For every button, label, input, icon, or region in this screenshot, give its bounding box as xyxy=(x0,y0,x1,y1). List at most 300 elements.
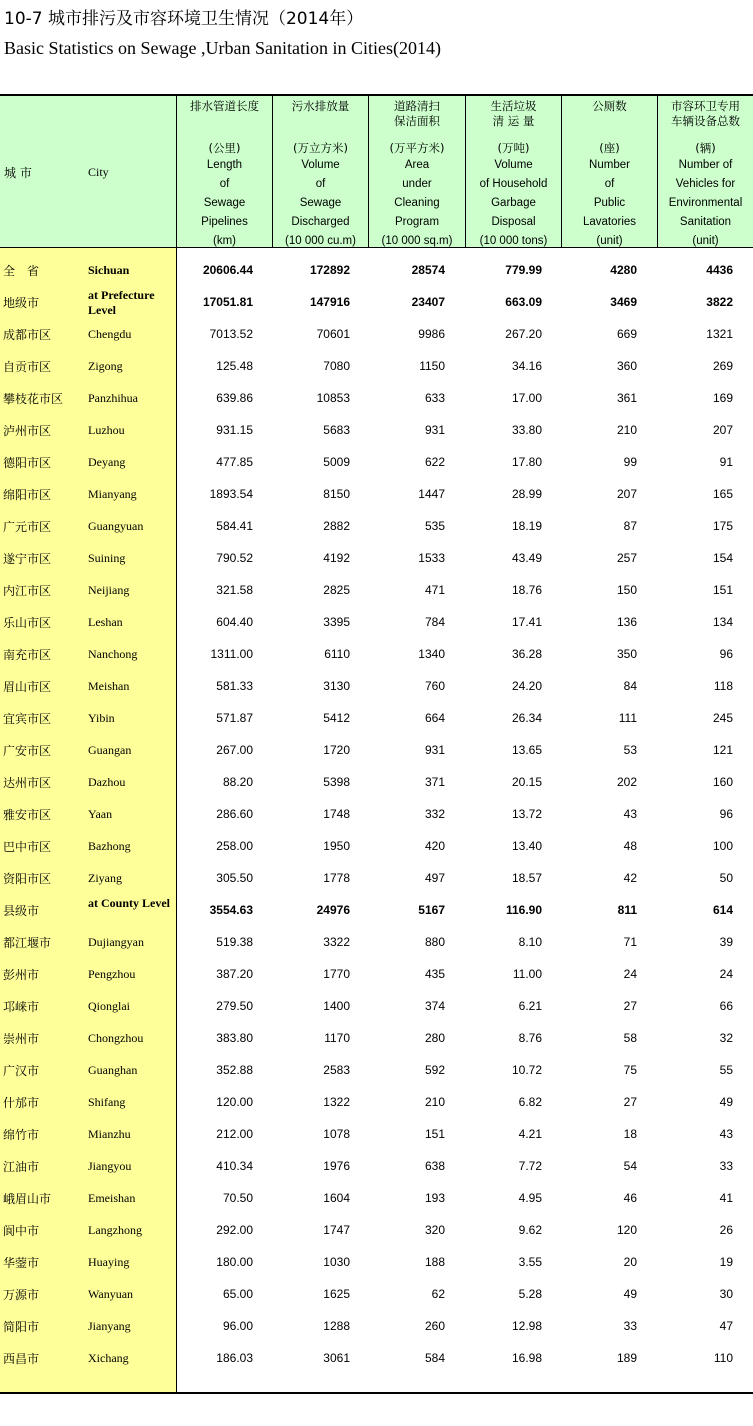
row-value-col-6: 154 xyxy=(712,551,733,565)
row-value-col-2: 2583 xyxy=(323,1063,350,1077)
table-row xyxy=(0,1214,753,1246)
row-value-col-2: 5683 xyxy=(323,423,350,437)
row-value-col-2: 1770 xyxy=(323,967,350,981)
row-city-cn: 峨眉山市 xyxy=(3,1192,52,1206)
header-text: (unit) xyxy=(692,235,719,247)
row-value-col-5: 33 xyxy=(623,1319,637,1333)
row-city-en: Leshan xyxy=(88,615,123,629)
row-value-col-4: 663.09 xyxy=(505,295,542,309)
row-city-en: Guanghan xyxy=(88,1063,138,1077)
header-text: of xyxy=(315,178,326,190)
row-value-col-5: 3469 xyxy=(610,295,637,309)
row-city-cn: 宜宾市区 xyxy=(3,712,52,726)
row-value-col-3: 320 xyxy=(424,1223,445,1237)
row-city-en: Xichang xyxy=(88,1351,129,1365)
table-row xyxy=(0,958,753,990)
table-row xyxy=(0,510,753,542)
row-city-en: Langzhong xyxy=(88,1223,142,1237)
row-city-cn: 泸州市区 xyxy=(3,424,52,438)
row-city-cn: 地级市 xyxy=(3,296,40,310)
row-value-col-3: 471 xyxy=(424,583,445,597)
row-value-col-5: 53 xyxy=(623,743,637,757)
row-city-cn: 县级市 xyxy=(3,904,40,918)
row-value-col-6: 4436 xyxy=(706,263,733,277)
table-row xyxy=(0,286,753,318)
row-value-col-2: 1747 xyxy=(323,1223,350,1237)
header-text: (万吨) xyxy=(497,141,530,155)
row-value-col-2: 70601 xyxy=(316,327,350,341)
row-city-en: Sichuan xyxy=(88,263,130,277)
header-text: 生活垃圾 xyxy=(490,99,537,113)
row-value-col-6: 55 xyxy=(719,1063,733,1077)
row-value-col-3: 280 xyxy=(424,1031,445,1045)
row-value-col-6: 1321 xyxy=(706,327,733,341)
row-value-col-5: 43 xyxy=(623,807,637,821)
row-value-col-6: 50 xyxy=(719,871,733,885)
row-value-col-4: 8.76 xyxy=(518,1031,542,1045)
row-value-col-5: 49 xyxy=(623,1287,637,1301)
row-value-col-5: 27 xyxy=(623,999,637,1013)
row-value-col-2: 3061 xyxy=(323,1351,350,1365)
row-value-col-1: 1311.00 xyxy=(210,647,253,661)
header-text: (km) xyxy=(213,235,236,247)
row-value-col-3: 497 xyxy=(424,871,445,885)
row-value-col-2: 3130 xyxy=(323,679,350,693)
row-city-cn: 广安市区 xyxy=(3,744,52,758)
header-text: (10 000 sq.m) xyxy=(381,235,453,247)
header-text: Sewage xyxy=(299,197,342,209)
row-value-col-4: 13.40 xyxy=(511,839,542,853)
header-column-4 xyxy=(465,96,561,248)
table-row xyxy=(0,734,753,766)
row-city-en: Ziyang xyxy=(88,871,122,885)
row-value-col-1: 65.00 xyxy=(222,1287,253,1301)
row-city-cn: 广汉市 xyxy=(3,1064,40,1078)
row-value-col-6: 269 xyxy=(712,359,733,373)
row-value-col-5: 27 xyxy=(623,1095,637,1109)
header-text: Area xyxy=(404,159,430,171)
row-city-cn: 雅安市区 xyxy=(3,808,52,822)
row-value-col-3: 62 xyxy=(431,1287,445,1301)
row-value-col-4: 4.21 xyxy=(518,1127,542,1141)
row-value-col-5: 84 xyxy=(623,679,637,693)
row-value-col-5: 99 xyxy=(623,455,637,469)
header-text: under xyxy=(402,178,432,190)
row-value-col-4: 3.55 xyxy=(518,1255,542,1269)
row-value-col-6: 47 xyxy=(719,1319,733,1333)
row-city-cn: 华蓥市 xyxy=(3,1256,40,1270)
row-value-col-1: 286.60 xyxy=(216,807,253,821)
table-row xyxy=(0,318,753,350)
row-value-col-2: 3395 xyxy=(323,615,350,629)
row-city-cn: 阆中市 xyxy=(3,1224,40,1238)
row-city-en: Guangyuan xyxy=(88,519,144,533)
row-value-col-2: 1778 xyxy=(323,871,350,885)
header-text: Lavatories xyxy=(582,216,637,228)
table-bottom-rule xyxy=(0,1392,753,1394)
row-value-col-5: 87 xyxy=(623,519,637,533)
row-city-cn: 全 省 xyxy=(3,264,40,278)
row-city-en: Guangan xyxy=(88,743,132,757)
row-value-col-1: 88.20 xyxy=(222,775,253,789)
row-city-en: Pengzhou xyxy=(88,967,136,981)
header-text: Length xyxy=(206,159,243,171)
header-column-6 xyxy=(657,96,753,248)
row-city-cn: 邛崃市 xyxy=(3,1000,40,1014)
row-value-col-3: 880 xyxy=(424,935,445,949)
header-text: Pipelines xyxy=(201,216,248,228)
row-value-col-3: 638 xyxy=(424,1159,445,1173)
table-row xyxy=(0,574,753,606)
row-value-col-5: 361 xyxy=(616,391,637,405)
header-text: Cleaning xyxy=(394,197,440,209)
table-row xyxy=(0,1086,753,1118)
row-value-col-6: 96 xyxy=(719,647,733,661)
row-value-col-4: 11.00 xyxy=(512,967,542,981)
row-value-col-4: 28.99 xyxy=(511,487,542,501)
row-value-col-4: 43.49 xyxy=(511,551,542,565)
row-value-col-1: 584.41 xyxy=(216,519,253,533)
row-value-col-3: 1447 xyxy=(418,487,445,501)
row-value-col-2: 1078 xyxy=(323,1127,350,1141)
row-value-col-1: 604.40 xyxy=(216,615,253,629)
table-row xyxy=(0,446,753,478)
row-value-col-3: 23407 xyxy=(411,295,445,309)
row-value-col-2: 1170 xyxy=(324,1031,350,1045)
table-row xyxy=(0,1054,753,1086)
row-city-en: Jianyang xyxy=(88,1319,131,1333)
row-city-cn: 资阳市区 xyxy=(3,872,52,886)
row-value-col-4: 24.20 xyxy=(511,679,542,693)
row-city-cn: 攀枝花市区 xyxy=(3,392,64,406)
row-city-en: Dazhou xyxy=(88,775,126,789)
row-value-col-5: 669 xyxy=(616,327,637,341)
row-value-col-6: 118 xyxy=(713,679,733,693)
row-city-cn: 简阳市 xyxy=(3,1320,40,1334)
row-value-col-5: 24 xyxy=(623,967,637,981)
row-value-col-3: 260 xyxy=(424,1319,445,1333)
row-city-en: Wanyuan xyxy=(88,1287,134,1301)
header-text: 保洁面积 xyxy=(394,114,440,128)
row-value-col-4: 267.20 xyxy=(505,327,542,341)
row-value-col-4: 9.62 xyxy=(518,1223,542,1237)
row-value-col-6: 32 xyxy=(719,1031,733,1045)
row-value-col-3: 28574 xyxy=(411,263,445,277)
row-value-col-5: 75 xyxy=(623,1063,637,1077)
row-value-col-4: 13.65 xyxy=(511,743,542,757)
row-value-col-3: 420 xyxy=(424,839,445,853)
row-value-col-2: 1625 xyxy=(323,1287,350,1301)
row-value-col-1: 17051.81 xyxy=(202,295,253,309)
row-city-cn: 崇州市 xyxy=(3,1032,40,1046)
header-text: 清 运 量 xyxy=(492,114,535,128)
row-value-col-5: 58 xyxy=(623,1031,637,1045)
row-value-col-4: 4.95 xyxy=(518,1191,542,1205)
row-city-en: Panzhihua xyxy=(88,391,138,405)
row-value-col-3: 633 xyxy=(424,391,445,405)
row-value-col-2: 2825 xyxy=(323,583,350,597)
row-city-cn: 德阳市区 xyxy=(3,456,52,470)
row-value-col-6: 160 xyxy=(712,775,733,789)
row-value-col-3: 1340 xyxy=(418,647,445,661)
header-text: Garbage xyxy=(491,197,536,209)
row-city-cn: 彭州市 xyxy=(3,968,40,982)
row-value-col-2: 172892 xyxy=(309,263,350,277)
table-row xyxy=(0,1022,753,1054)
row-city-cn: 成都市区 xyxy=(3,328,52,342)
row-city-en: Deyang xyxy=(88,455,126,469)
row-city-cn: 江油市 xyxy=(3,1160,40,1174)
row-city-en: Dujiangyan xyxy=(88,935,144,949)
row-city-en: Nanchong xyxy=(88,647,138,661)
row-value-col-3: 584 xyxy=(424,1351,445,1365)
row-value-col-4: 17.41 xyxy=(511,615,542,629)
row-value-col-5: 46 xyxy=(623,1191,637,1205)
header-text: (公里) xyxy=(208,141,241,155)
row-value-col-5: 207 xyxy=(616,487,637,501)
row-value-col-2: 5009 xyxy=(323,455,350,469)
row-city-en: Suining xyxy=(88,551,126,565)
header-text: (万平方米) xyxy=(389,141,445,155)
header-text: (辆) xyxy=(695,141,716,155)
row-value-col-2: 1604 xyxy=(323,1191,350,1205)
table-row xyxy=(0,894,753,926)
row-value-col-3: 9986 xyxy=(418,327,445,341)
row-value-col-4: 17.00 xyxy=(511,391,542,405)
row-value-col-1: 279.50 xyxy=(216,999,253,1013)
row-value-col-3: 435 xyxy=(424,967,445,981)
row-city-en: Zigong xyxy=(88,359,123,373)
table-row xyxy=(0,862,753,894)
row-value-col-2: 8150 xyxy=(323,487,350,501)
row-city-en: Mianzhu xyxy=(88,1127,131,1141)
row-value-col-1: 212.00 xyxy=(216,1127,253,1141)
table-row xyxy=(0,830,753,862)
title-chinese: 10-7 城市排污及市容环境卫生情况（2014年） xyxy=(4,9,364,29)
row-value-col-3: 188 xyxy=(424,1255,445,1269)
row-value-col-5: 111 xyxy=(618,711,637,725)
row-value-col-6: 96 xyxy=(719,807,733,821)
row-value-col-2: 10853 xyxy=(316,391,350,405)
header-text: Public xyxy=(593,197,626,209)
row-value-col-1: 125.48 xyxy=(216,359,253,373)
row-value-col-2: 4192 xyxy=(323,551,350,565)
row-value-col-1: 186.03 xyxy=(216,1351,253,1365)
row-value-col-3: 371 xyxy=(424,775,445,789)
header-text: (unit) xyxy=(596,235,623,247)
row-value-col-1: 410.34 xyxy=(216,1159,253,1173)
row-value-col-6: 43 xyxy=(719,1127,733,1141)
row-value-col-1: 7013.52 xyxy=(209,327,253,341)
row-value-col-1: 790.52 xyxy=(216,551,253,565)
row-value-col-6: 151 xyxy=(712,583,733,597)
row-city-cn: 西昌市 xyxy=(3,1352,40,1366)
row-city-en: Bazhong xyxy=(88,839,131,853)
row-value-col-6: 49 xyxy=(719,1095,733,1109)
row-value-col-1: 267.00 xyxy=(216,743,253,757)
header-text: of xyxy=(219,178,230,190)
table-row xyxy=(0,478,753,510)
row-value-col-2: 147916 xyxy=(309,295,350,309)
header-text: (10 000 tons) xyxy=(479,235,548,247)
row-value-col-3: 1533 xyxy=(418,551,445,565)
row-value-col-5: 350 xyxy=(616,647,637,661)
row-value-col-6: 614 xyxy=(712,903,733,917)
header-text: Program xyxy=(394,216,440,228)
row-value-col-6: 121 xyxy=(712,743,733,757)
row-value-col-5: 48 xyxy=(623,839,637,853)
table-row xyxy=(0,1310,753,1342)
row-value-col-3: 622 xyxy=(424,455,445,469)
row-city-en: Mianyang xyxy=(88,487,137,501)
row-value-col-4: 18.57 xyxy=(511,871,542,885)
row-city-en: Qionglai xyxy=(88,999,130,1013)
row-value-col-4: 779.99 xyxy=(505,263,542,277)
row-city-en: at Prefecture Level xyxy=(88,288,155,317)
row-value-col-2: 1976 xyxy=(323,1159,350,1173)
row-value-col-1: 519.38 xyxy=(216,935,253,949)
row-value-col-6: 3822 xyxy=(706,295,733,309)
row-value-col-1: 383.80 xyxy=(216,1031,253,1045)
row-value-col-1: 120.00 xyxy=(216,1095,253,1109)
row-value-col-2: 24976 xyxy=(316,903,350,917)
table-row xyxy=(0,990,753,1022)
row-value-col-3: 193 xyxy=(424,1191,445,1205)
row-value-col-1: 387.20 xyxy=(216,967,253,981)
row-value-col-4: 116.90 xyxy=(505,903,542,917)
row-value-col-2: 1030 xyxy=(323,1255,350,1269)
table-row xyxy=(0,1150,753,1182)
row-value-col-1: 352.88 xyxy=(216,1063,253,1077)
header-text: 污水排放量 xyxy=(291,99,350,113)
row-city-en: Neijiang xyxy=(88,583,130,597)
row-value-col-2: 1400 xyxy=(323,999,350,1013)
row-value-col-5: 136 xyxy=(616,615,637,629)
row-value-col-3: 5167 xyxy=(418,903,445,917)
row-value-col-5: 4280 xyxy=(610,263,637,277)
header-city-en: City xyxy=(88,165,109,179)
row-value-col-4: 12.98 xyxy=(511,1319,542,1333)
row-value-col-4: 18.19 xyxy=(511,519,542,533)
row-value-col-2: 1950 xyxy=(323,839,350,853)
row-value-col-3: 332 xyxy=(424,807,445,821)
header-text: Sewage xyxy=(203,197,246,209)
row-value-col-1: 639.86 xyxy=(216,391,253,405)
row-value-col-6: 245 xyxy=(712,711,733,725)
row-value-col-4: 16.98 xyxy=(511,1351,542,1365)
row-value-col-1: 321.58 xyxy=(216,583,253,597)
row-city-cn: 南充市区 xyxy=(3,648,52,662)
row-value-col-3: 151 xyxy=(424,1127,445,1141)
header-column-1 xyxy=(176,96,272,248)
row-value-col-5: 811 xyxy=(617,903,637,917)
row-city-en: Meishan xyxy=(88,679,130,693)
row-city-cn: 广元市区 xyxy=(3,520,52,534)
row-value-col-6: 91 xyxy=(719,455,733,469)
row-value-col-2: 1748 xyxy=(323,807,350,821)
row-value-col-5: 189 xyxy=(616,1351,637,1365)
header-text: 排水管道长度 xyxy=(190,99,259,113)
header-text: of xyxy=(604,178,615,190)
row-value-col-5: 202 xyxy=(616,775,637,789)
header-text: Discharged xyxy=(291,216,350,228)
row-value-col-1: 571.87 xyxy=(216,711,253,725)
row-city-en: Emeishan xyxy=(88,1191,136,1205)
row-value-col-3: 664 xyxy=(424,711,445,725)
table-row xyxy=(0,798,753,830)
row-value-col-6: 169 xyxy=(712,391,733,405)
row-value-col-5: 20 xyxy=(623,1255,637,1269)
row-value-col-4: 8.10 xyxy=(518,935,542,949)
row-value-col-1: 1893.54 xyxy=(209,487,253,501)
row-value-col-6: 110 xyxy=(713,1351,733,1365)
table-row xyxy=(0,414,753,446)
row-value-col-4: 26.34 xyxy=(511,711,542,725)
row-value-col-6: 100 xyxy=(712,839,733,853)
row-value-col-6: 30 xyxy=(719,1287,733,1301)
row-value-col-3: 374 xyxy=(424,999,445,1013)
row-value-col-2: 2882 xyxy=(323,519,350,533)
row-value-col-6: 165 xyxy=(712,487,733,501)
row-value-col-4: 7.72 xyxy=(518,1159,542,1173)
table-row xyxy=(0,1246,753,1278)
row-value-col-6: 66 xyxy=(719,999,733,1013)
row-value-col-4: 6.21 xyxy=(518,999,542,1013)
row-value-col-2: 1288 xyxy=(323,1319,350,1333)
row-city-cn: 什邡市 xyxy=(3,1096,40,1110)
row-city-cn: 绵阳市区 xyxy=(3,488,52,502)
row-value-col-2: 1720 xyxy=(323,743,350,757)
row-value-col-4: 5.28 xyxy=(518,1287,542,1301)
row-city-cn: 绵竹市 xyxy=(3,1128,40,1142)
header-text: (座) xyxy=(599,141,620,155)
table-row xyxy=(0,1182,753,1214)
header-text: (万立方米) xyxy=(293,141,348,155)
row-value-col-4: 6.82 xyxy=(518,1095,542,1109)
header-text: 公厕数 xyxy=(592,99,627,113)
row-value-col-1: 477.85 xyxy=(216,455,253,469)
row-value-col-4: 20.15 xyxy=(511,775,542,789)
row-value-col-6: 33 xyxy=(719,1159,733,1173)
header-text: Volume xyxy=(494,159,533,171)
row-value-col-5: 257 xyxy=(616,551,637,565)
row-city-en: Jiangyou xyxy=(88,1159,132,1173)
table-row xyxy=(0,1278,753,1310)
header-text: (10 000 cu.m) xyxy=(285,235,356,247)
row-value-col-6: 41 xyxy=(719,1191,733,1205)
row-value-col-1: 305.50 xyxy=(216,871,253,885)
header-text: 道路清扫 xyxy=(394,99,440,113)
row-value-col-4: 36.28 xyxy=(511,647,542,661)
table-row xyxy=(0,1118,753,1150)
title-english: Basic Statistics on Sewage ,Urban Sanitation in Cities(2014) xyxy=(4,38,441,58)
table-row xyxy=(0,542,753,574)
table-row xyxy=(0,638,753,670)
row-value-col-6: 26 xyxy=(719,1223,733,1237)
row-city-cn: 达州市区 xyxy=(3,776,52,790)
row-value-col-2: 1322 xyxy=(323,1095,350,1109)
header-column-3 xyxy=(368,96,465,248)
row-value-col-6: 175 xyxy=(712,519,733,533)
row-city-en: Yaan xyxy=(88,807,113,821)
header-text: of Household xyxy=(479,178,548,190)
row-value-col-1: 292.00 xyxy=(216,1223,253,1237)
header-text: Number xyxy=(589,159,630,171)
row-value-col-4: 33.80 xyxy=(511,423,542,437)
row-value-col-2: 3322 xyxy=(323,935,350,949)
row-value-col-4: 13.72 xyxy=(511,807,542,821)
row-value-col-2: 5412 xyxy=(323,711,350,725)
